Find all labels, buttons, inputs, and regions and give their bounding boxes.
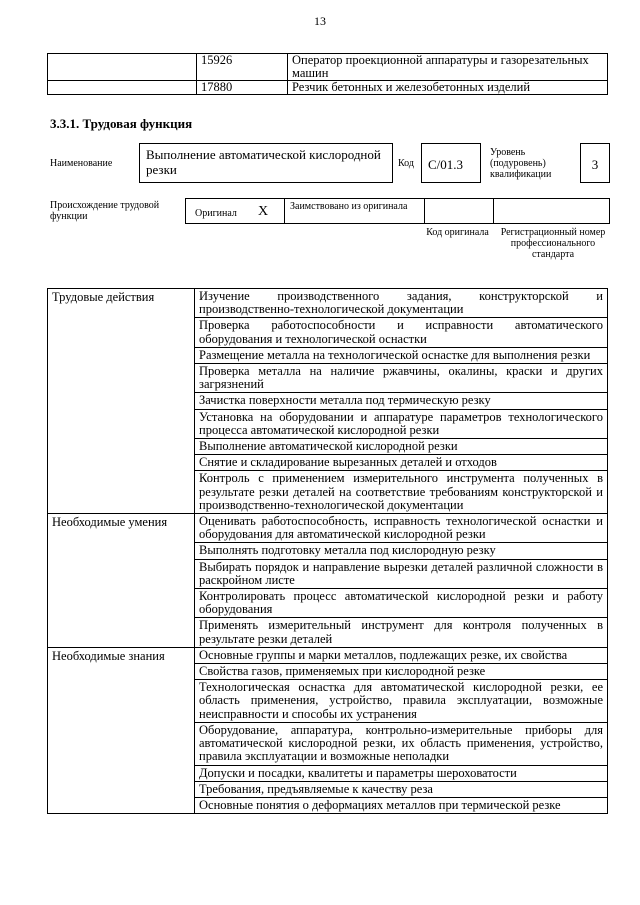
- name-label: Наименование: [50, 158, 113, 169]
- code-value: С/01.3: [421, 143, 481, 183]
- requirement-item: Размещение металла на технологической оснастке для выполнения резки: [195, 347, 608, 363]
- occupation-name: Резчик бетонных и железобетонных изделий: [288, 81, 608, 95]
- category-label: Необходимые умения: [48, 514, 195, 648]
- requirement-item: Выполнять подготовку металла под кислородную резку: [195, 543, 608, 559]
- origin-box: [185, 198, 610, 224]
- requirement-item: Свойства газов, применяемых при кислородной резке: [195, 664, 608, 680]
- original-mark: X: [258, 204, 269, 219]
- table-row: [48, 54, 608, 81]
- table-row: [48, 514, 608, 543]
- requirement-item: Оценивать работоспособность, исправность технологической оснастки и оборудования для автоматической кислородной резки: [195, 514, 608, 543]
- table-row: [48, 647, 608, 663]
- requirement-item: Выбирать порядок и направление вырезки деталей различной сложности в раскройном листе: [195, 559, 608, 588]
- requirement-item: Изучение производственного задания, конструкторской и производственно-технологической документации: [195, 289, 608, 318]
- requirement-item: Выполнение автоматической кислородной резки: [195, 439, 608, 455]
- category-label: Трудовые действия: [48, 289, 195, 514]
- requirement-item: Проверка работоспособности и исправности автоматического оборудования и технологической оснастки: [195, 318, 608, 347]
- requirement-item: Проверка металла на наличие ржавчины, окалины, краски и других загрязнений: [195, 364, 608, 393]
- occupation-code: 15926: [197, 54, 288, 81]
- requirement-item: Контроль с применением измерительного инструмента полученных в результате резки деталей на соответствие требованиям конструкторской и производственно-технологической документации: [195, 471, 608, 514]
- requirement-item: Применять измерительный инструмент для контроля полученных в результате резки деталей: [195, 618, 608, 647]
- original-label: Оригинал: [195, 208, 237, 219]
- reg-number-label: Регистрационный номер профессионального стандарта: [500, 227, 606, 260]
- requirement-item: Установка на оборудовании и аппаратуре параметров технологического процесса автоматической кислородной резки: [195, 409, 608, 438]
- category-label: Необходимые знания: [48, 647, 195, 813]
- requirement-item: Требования, предъявляемые к качеству реза: [195, 781, 608, 797]
- section-title: 3.3.1. Трудовая функция: [50, 116, 193, 131]
- level-value: 3: [580, 143, 610, 183]
- name-value: Выполнение автоматической кислородной резки: [139, 143, 393, 183]
- code-label: Код: [398, 158, 414, 169]
- occupation-name: Оператор проекционной аппаратуры и газорезательных машин: [288, 54, 608, 81]
- requirement-item: Основные понятия о деформациях металлов при термической резке: [195, 797, 608, 813]
- requirement-item: Оборудование, аппаратура, контрольно-измерительные приборы для автоматической кислородной резки, их область применения, устройство, правила эксплуатации и возможные неполадки: [195, 722, 608, 765]
- requirement-item: Технологическая оснастка для автоматической кислородной резки, ее область применения, устройство, правила эксплуатации, возможные неисправности и способы их устранения: [195, 680, 608, 723]
- requirement-item: Контролировать процесс автоматической кислородной резки и работу оборудования: [195, 589, 608, 618]
- requirement-item: Зачистка поверхности металла под термическую резку: [195, 393, 608, 409]
- requirement-item: Снятие и складирование вырезанных деталей и отходов: [195, 455, 608, 471]
- occupations-table: [47, 53, 608, 95]
- borrowed-label: Заимствовано из оригинала: [290, 201, 408, 212]
- page-number: 13: [314, 14, 326, 28]
- requirement-item: Основные группы и марки металлов, подлежащих резке, их свойства: [195, 647, 608, 663]
- code-original-label: Код оригинала: [426, 227, 489, 238]
- table-row: [48, 81, 608, 95]
- labor-function-table: [47, 288, 608, 814]
- origin-label: Происхождение трудовой функции: [50, 200, 160, 222]
- level-label: Уровень (подуровень) квалификации: [490, 147, 552, 180]
- requirement-item: Допуски и посадки, квалитеты и параметры шероховатости: [195, 765, 608, 781]
- occupation-code: 17880: [197, 81, 288, 95]
- table-row: [48, 289, 608, 318]
